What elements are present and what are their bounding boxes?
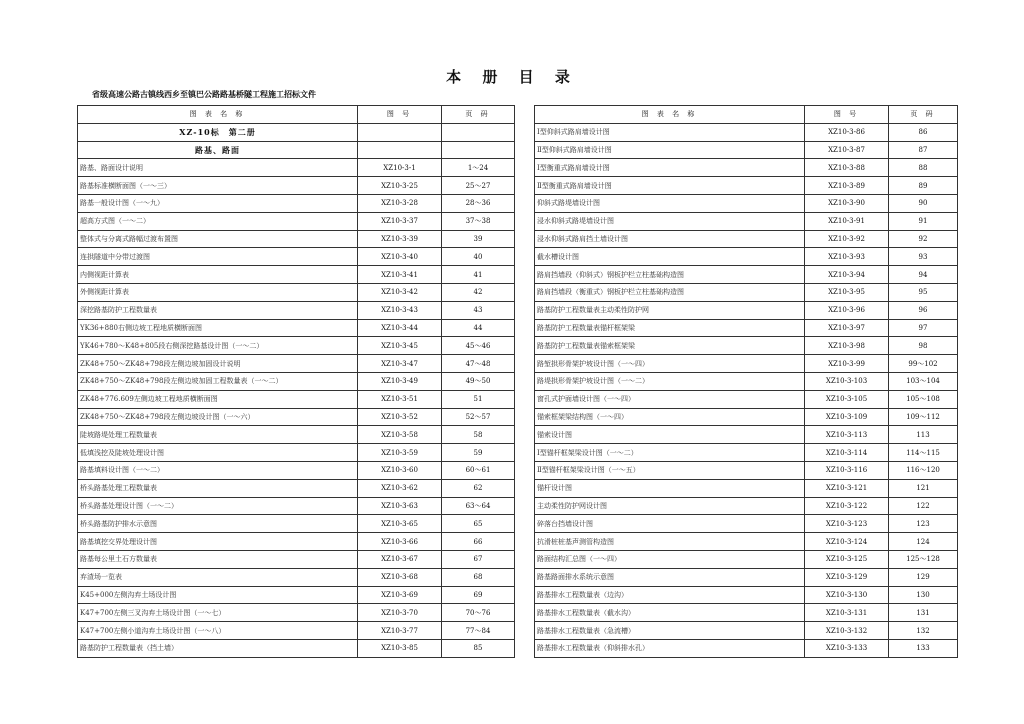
- row-code: XZ10-3-67: [358, 550, 442, 568]
- row-name: 外侧视距计算表: [78, 283, 358, 301]
- table-row: [535, 497, 958, 515]
- table-row: [78, 194, 515, 212]
- table-row: [535, 230, 958, 248]
- row-code: XZ10-3-131: [805, 604, 889, 622]
- table-row: [535, 479, 958, 497]
- table-row: [78, 266, 515, 284]
- row-name: 路基、路面设计说明: [78, 159, 358, 177]
- row-code: XZ10-3-43: [358, 301, 442, 319]
- row-name: YK36+880右侧边坡工程地质横断面图: [78, 319, 358, 337]
- row-page: 40: [442, 248, 515, 266]
- row-code: XZ10-3-129: [805, 568, 889, 586]
- row-page: 92: [889, 230, 958, 248]
- row-code: XZ10-3-63: [358, 497, 442, 515]
- row-code: XZ10-3-65: [358, 515, 442, 533]
- row-name: 路基一般设计图（一～九）: [78, 194, 358, 212]
- row-name: 低填浅挖及陡坡处理设计图: [78, 444, 358, 462]
- table-row: [535, 622, 958, 640]
- row-code: XZ10-3-99: [805, 355, 889, 373]
- row-name: 路基防护工程数量表锚杆框架梁: [535, 319, 805, 337]
- table-row: [78, 426, 515, 444]
- row-code: XZ10-3-94: [805, 266, 889, 284]
- table-row: [535, 355, 958, 373]
- row-page: 99～102: [889, 355, 958, 373]
- row-page: 114～115: [889, 444, 958, 462]
- header-page: 页 码: [442, 106, 515, 124]
- toc-table-right: [534, 105, 958, 658]
- row-code: XZ10-3-52: [358, 408, 442, 426]
- row-name: K47+700左侧小道沟弃土场设计图（一～八）: [78, 622, 358, 640]
- table-row: [78, 355, 515, 373]
- row-name: 浸水仰斜式路肩挡土墙设计图: [535, 230, 805, 248]
- row-code: XZ10-3-87: [805, 141, 889, 159]
- row-page: 45～46: [442, 337, 515, 355]
- table-row: [535, 177, 958, 195]
- row-code: XZ10-3-125: [805, 550, 889, 568]
- row-name: 路基路面排水系统示意图: [535, 568, 805, 586]
- row-page: 51: [442, 390, 515, 408]
- row-page: 67: [442, 550, 515, 568]
- row-page: 49～50: [442, 372, 515, 390]
- row-name: ZK48+776.609左侧边坡工程地质横断面图: [78, 390, 358, 408]
- row-page: 58: [442, 426, 515, 444]
- row-code: XZ10-3-90: [805, 194, 889, 212]
- row-page: 39: [442, 230, 515, 248]
- table-row: [535, 194, 958, 212]
- row-page: 113: [889, 426, 958, 444]
- table-row: [78, 479, 515, 497]
- table-row: [78, 301, 515, 319]
- row-name: 锚索设计图: [535, 426, 805, 444]
- table-row: [78, 550, 515, 568]
- row-code: XZ10-3-85: [358, 639, 442, 657]
- row-name: 桥头路基处理工程数量表: [78, 479, 358, 497]
- row-page: 98: [889, 337, 958, 355]
- row-page: 123: [889, 515, 958, 533]
- header-name: 图 表 名 称: [78, 106, 358, 124]
- table-row: [78, 444, 515, 462]
- row-name: 桥头路基处理设计图（一～二）: [78, 497, 358, 515]
- table-row: [535, 515, 958, 533]
- row-code: XZ10-3-122: [805, 497, 889, 515]
- table-header-row: [78, 106, 515, 124]
- row-name: ZK48+750～ZK48+798段左侧边坡设计图（一～六）: [78, 408, 358, 426]
- table-row: [535, 586, 958, 604]
- row-page: 94: [889, 266, 958, 284]
- row-page: 124: [889, 533, 958, 551]
- row-page: 103～104: [889, 372, 958, 390]
- row-code: XZ10-3-37: [358, 212, 442, 230]
- row-name: 路基排水工程数量表（截水沟）: [535, 604, 805, 622]
- row-page: 63～64: [442, 497, 515, 515]
- row-page: 68: [442, 568, 515, 586]
- row-code: XZ10-3-47: [358, 355, 442, 373]
- table-row: [78, 533, 515, 551]
- table-row: [78, 372, 515, 390]
- row-page: 60～61: [442, 461, 515, 479]
- row-page: 91: [889, 212, 958, 230]
- row-name: 路基标准横断面图（一～三）: [78, 177, 358, 195]
- row-page: 86: [889, 123, 958, 141]
- table-row: [535, 604, 958, 622]
- row-page: 59: [442, 444, 515, 462]
- table-row: [78, 177, 515, 195]
- table-row: [78, 390, 515, 408]
- row-name: Ⅱ型衡重式路肩墙设计图: [535, 177, 805, 195]
- row-name: YK46+780～K48+805段右侧深挖路基设计图（一～二）: [78, 337, 358, 355]
- row-name: ZK48+750～ZK48+798段左侧边坡加固设计说明: [78, 355, 358, 373]
- row-name: 路基排水工程数量表（急流槽）: [535, 622, 805, 640]
- row-name: K47+700左侧三叉沟弃土场设计图（一～七）: [78, 604, 358, 622]
- row-name: 路基防护工程数量表主动柔性防护网: [535, 301, 805, 319]
- table-row: [535, 390, 958, 408]
- row-page: 122: [889, 497, 958, 515]
- row-code: XZ10-3-58: [358, 426, 442, 444]
- row-name: 碎落台挡墙设计图: [535, 515, 805, 533]
- header-code: 图 号: [805, 106, 889, 124]
- row-code: XZ10-3-124: [805, 533, 889, 551]
- row-code: XZ10-3-25: [358, 177, 442, 195]
- row-code: XZ10-3-93: [805, 248, 889, 266]
- table-row: [78, 159, 515, 177]
- row-page: 97: [889, 319, 958, 337]
- table-row: [78, 497, 515, 515]
- row-page: 90: [889, 194, 958, 212]
- table-row: [535, 337, 958, 355]
- row-code: XZ10-3-1: [358, 159, 442, 177]
- table-row: [535, 319, 958, 337]
- row-code: XZ10-3-69: [358, 586, 442, 604]
- table-row: [535, 248, 958, 266]
- row-name: 路基排水工程数量表（仰斜排水孔）: [535, 639, 805, 657]
- empty-cell: [442, 141, 515, 159]
- toc-table-left: [77, 105, 515, 658]
- row-code: XZ10-3-68: [358, 568, 442, 586]
- empty-cell: [442, 123, 515, 141]
- row-page: 25～27: [442, 177, 515, 195]
- section-title-row: [78, 123, 515, 141]
- row-name: 窗孔式护面墙设计图（一～四）: [535, 390, 805, 408]
- row-name: 浸水仰斜式路堤墙设计图: [535, 212, 805, 230]
- row-name: 抗滑桩桩基声测管构造图: [535, 533, 805, 551]
- section-sub-row: [78, 141, 515, 159]
- table-row: [78, 319, 515, 337]
- table-row: [535, 444, 958, 462]
- row-name: Ⅰ型仰斜式路肩墙设计图: [535, 123, 805, 141]
- row-page: 93: [889, 248, 958, 266]
- row-name: 弃渣场一览表: [78, 568, 358, 586]
- row-name: 路基填料设计图（一～二）: [78, 461, 358, 479]
- table-row: [78, 230, 515, 248]
- row-name: ZK48+750～ZK48+798段左侧边坡加固工程数量表（一～二）: [78, 372, 358, 390]
- table-row: [535, 212, 958, 230]
- row-code: XZ10-3-130: [805, 586, 889, 604]
- table-row: [535, 568, 958, 586]
- row-code: XZ10-3-123: [805, 515, 889, 533]
- row-name: Ⅱ型锚杆框架梁设计图（一～五）: [535, 461, 805, 479]
- row-page: 70～76: [442, 604, 515, 622]
- table-row: [78, 568, 515, 586]
- row-name: 路基每公里土石方数量表: [78, 550, 358, 568]
- row-name: 路基防护工程数量表（挡土墙）: [78, 639, 358, 657]
- row-page: 44: [442, 319, 515, 337]
- table-row: [535, 123, 958, 141]
- row-page: 85: [442, 639, 515, 657]
- row-name: 连拱隧道中分带过渡图: [78, 248, 358, 266]
- row-code: XZ10-3-91: [805, 212, 889, 230]
- row-name: Ⅱ型仰斜式路肩墙设计图: [535, 141, 805, 159]
- row-page: 96: [889, 301, 958, 319]
- page-title: 本 册 目 录: [446, 68, 578, 86]
- row-name: 仰斜式路堤墙设计图: [535, 194, 805, 212]
- row-name: 路基排水工程数量表（边沟）: [535, 586, 805, 604]
- row-page: 88: [889, 159, 958, 177]
- row-code: XZ10-3-77: [358, 622, 442, 640]
- table-row: [535, 408, 958, 426]
- row-code: XZ10-3-97: [805, 319, 889, 337]
- row-code: XZ10-3-41: [358, 266, 442, 284]
- row-code: XZ10-3-109: [805, 408, 889, 426]
- row-code: XZ10-3-44: [358, 319, 442, 337]
- row-name: 路基防护工程数量表锚索框架梁: [535, 337, 805, 355]
- header-code: 图 号: [358, 106, 442, 124]
- row-code: XZ10-3-114: [805, 444, 889, 462]
- row-code: XZ10-3-116: [805, 461, 889, 479]
- row-code: XZ10-3-89: [805, 177, 889, 195]
- row-page: 131: [889, 604, 958, 622]
- table-row: [535, 283, 958, 301]
- row-name: 路堑拱形骨架护坡设计图（一～四）: [535, 355, 805, 373]
- table-row: [78, 408, 515, 426]
- table-row: [78, 283, 515, 301]
- table-header-row: [535, 106, 958, 124]
- row-page: 95: [889, 283, 958, 301]
- table-row: [535, 533, 958, 551]
- row-name: 桥头路基防护排水示意图: [78, 515, 358, 533]
- document-subtitle: 省级高速公路古镇线西乡至镇巴公路路基桥隧工程施工招标文件: [92, 90, 316, 99]
- row-page: 132: [889, 622, 958, 640]
- row-page: 109～112: [889, 408, 958, 426]
- row-code: XZ10-3-96: [805, 301, 889, 319]
- header-page: 页 码: [889, 106, 958, 124]
- row-page: 133: [889, 639, 958, 657]
- row-page: 116～120: [889, 461, 958, 479]
- row-name: Ⅰ型锚杆框架梁设计图（一～二）: [535, 444, 805, 462]
- row-code: XZ10-3-121: [805, 479, 889, 497]
- empty-cell: [358, 141, 442, 159]
- table-row: [78, 586, 515, 604]
- row-page: 125～128: [889, 550, 958, 568]
- row-code: XZ10-3-70: [358, 604, 442, 622]
- row-name: 整体式与分离式路幅过渡布置图: [78, 230, 358, 248]
- table-row: [535, 301, 958, 319]
- row-code: XZ10-3-133: [805, 639, 889, 657]
- row-page: 66: [442, 533, 515, 551]
- row-name: Ⅰ型衡重式路肩墙设计图: [535, 159, 805, 177]
- table-row: [535, 426, 958, 444]
- row-name: 路肩挡墙段（衡重式）钢板护栏立柱基础构造图: [535, 283, 805, 301]
- row-page: 69: [442, 586, 515, 604]
- row-name: 超高方式图（一～二）: [78, 212, 358, 230]
- row-code: XZ10-3-132: [805, 622, 889, 640]
- row-name: 锚杆设计图: [535, 479, 805, 497]
- row-name: 路肩挡墙段（仰斜式）钢板护栏立柱基础构造图: [535, 266, 805, 284]
- row-page: 105～108: [889, 390, 958, 408]
- row-code: XZ10-3-92: [805, 230, 889, 248]
- row-name: 内侧视距计算表: [78, 266, 358, 284]
- row-code: XZ10-3-39: [358, 230, 442, 248]
- row-code: XZ10-3-51: [358, 390, 442, 408]
- row-page: 130: [889, 586, 958, 604]
- row-page: 77～84: [442, 622, 515, 640]
- row-name: 主动柔性防护网设计图: [535, 497, 805, 515]
- row-code: XZ10-3-105: [805, 390, 889, 408]
- row-page: 62: [442, 479, 515, 497]
- row-page: 89: [889, 177, 958, 195]
- row-code: XZ10-3-88: [805, 159, 889, 177]
- table-row: [78, 212, 515, 230]
- section-title: XZ-10标 第二册: [78, 123, 358, 141]
- table-row: [78, 622, 515, 640]
- row-name: 路堤拱形骨架护坡设计图（一～二）: [535, 372, 805, 390]
- row-page: 52～57: [442, 408, 515, 426]
- table-row: [78, 337, 515, 355]
- table-row: [78, 461, 515, 479]
- table-row: [78, 515, 515, 533]
- row-page: 41: [442, 266, 515, 284]
- header-name: 图 表 名 称: [535, 106, 805, 124]
- row-code: XZ10-3-95: [805, 283, 889, 301]
- table-row: [535, 639, 958, 657]
- section-subtitle: 路基、路面: [78, 141, 358, 159]
- table-row: [535, 141, 958, 159]
- row-page: 47～48: [442, 355, 515, 373]
- row-code: XZ10-3-62: [358, 479, 442, 497]
- row-page: 28～36: [442, 194, 515, 212]
- row-page: 129: [889, 568, 958, 586]
- row-page: 1～24: [442, 159, 515, 177]
- row-name: 路基填挖交界处理设计图: [78, 533, 358, 551]
- row-code: XZ10-3-60: [358, 461, 442, 479]
- row-page: 37～38: [442, 212, 515, 230]
- row-code: XZ10-3-98: [805, 337, 889, 355]
- row-code: XZ10-3-45: [358, 337, 442, 355]
- table-row: [78, 248, 515, 266]
- table-row: [78, 604, 515, 622]
- table-row: [535, 266, 958, 284]
- table-row: [78, 639, 515, 657]
- table-row: [535, 461, 958, 479]
- row-page: 65: [442, 515, 515, 533]
- row-code: XZ10-3-59: [358, 444, 442, 462]
- table-row: [535, 550, 958, 568]
- row-name: K45+000左侧沟弃土场设计图: [78, 586, 358, 604]
- row-code: XZ10-3-103: [805, 372, 889, 390]
- row-page: 43: [442, 301, 515, 319]
- row-page: 42: [442, 283, 515, 301]
- row-code: XZ10-3-42: [358, 283, 442, 301]
- row-name: 锚索框架梁结构图（一～四）: [535, 408, 805, 426]
- row-page: 87: [889, 141, 958, 159]
- row-name: 深挖路基防护工程数量表: [78, 301, 358, 319]
- row-code: XZ10-3-113: [805, 426, 889, 444]
- row-name: 路面结构汇总图（一～四）: [535, 550, 805, 568]
- row-code: XZ10-3-66: [358, 533, 442, 551]
- row-name: 截水槽设计图: [535, 248, 805, 266]
- empty-cell: [358, 123, 442, 141]
- row-page: 121: [889, 479, 958, 497]
- table-row: [535, 372, 958, 390]
- row-code: XZ10-3-28: [358, 194, 442, 212]
- row-code: XZ10-3-40: [358, 248, 442, 266]
- row-name: 陡坡路堤处理工程数量表: [78, 426, 358, 444]
- table-row: [535, 159, 958, 177]
- row-code: XZ10-3-49: [358, 372, 442, 390]
- row-code: XZ10-3-86: [805, 123, 889, 141]
